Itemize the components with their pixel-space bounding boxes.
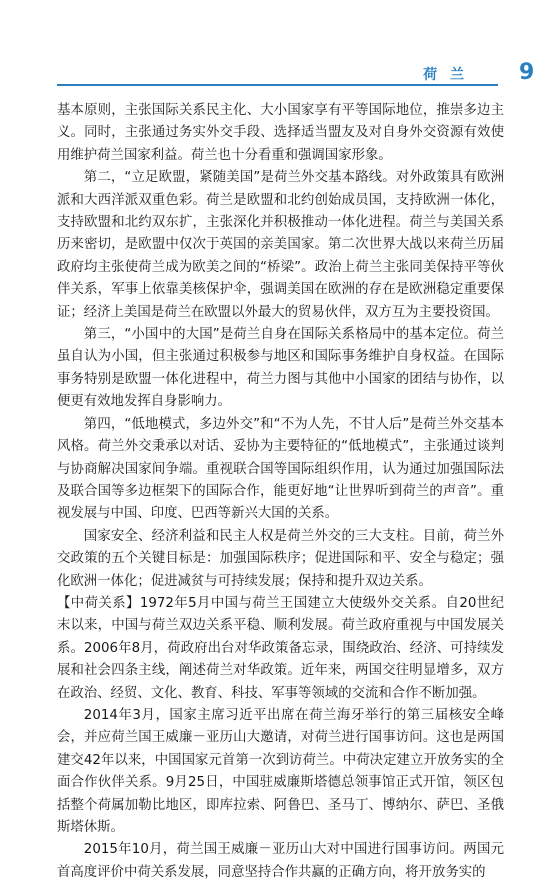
- paragraph: 第三，“小国中的大国”是荷兰自身在国际关系格局中的基本定位。荷兰虽自认为小国，但主张通过积极参与地区和国际事务维护自身权益。在国际事务特别是欧盟一体化进程中，荷兰力图与其他中小国家的团结与协作，以便更有效地发挥自身影响力。: [57, 327, 504, 410]
- paragraph: 第二，“立足欧盟，紧随美国”是荷兰外交基本路线。对外政策具有欧洲派和大西洋派双重色彩。荷兰是欧盟和北约创始成员国，支持欧洲一体化，支持欧盟和北约双东扩，主张深化并积极推动一体化进程。荷兰与美国关系历来密切，是欧盟中仅次于英国的亲美国家。第二次世界大战以来荷兰历届政府均主张使荷兰成为欧美之间的“桥梁”。政治上荷兰主张同美保持平等伙伴关系，军事上依靠美核保护伞，强调美国在欧洲的存在是欧洲稳定重要保证；经济上美国是荷兰在欧盟以外最大的贸易伙伴，双方互为主要投资国。: [57, 170, 504, 320]
- paragraph: 【中荷关系】1972年5月中国与荷兰王国建立大使级外交关系。自20世纪末以来，中国与荷兰双边关系平稳、顺利发展。荷兰政府重视与中国发展关系。2006年8月，荷政府出台对华政策备忘录，围绕政治、经济、可持续发展和社会四条主线，阐述荷兰对华政策。近年来，两国交往明显增多，双方在政治、经贸、文化、教育、科技、军事等领域的交流和合作不断加强。: [57, 595, 504, 701]
- page-number: 9: [519, 60, 535, 85]
- paragraph: 基本原则，主张国际关系民主化、大小国家享有平等国际地位，推崇多边主义。同时，主张通过务实外交手段、选择适当盟友及对自身外交资源有效使用维护荷兰国家利益。荷兰也十分看重和强调国家形象。: [57, 103, 504, 163]
- paragraph: 国家安全、经济利益和民主人权是荷兰外交的三大支柱。目前，荷兰外交政策的五个关键目标是：加强国际秩序；促进国际和平、安全与稳定；强化欧洲一体化；促进减贫与可持续发展；保持和提升双边关系。: [57, 528, 504, 589]
- paragraph: 第四，“低地模式，多边外交”和“不为人先，不甘人后”是荷兰外交基本风格。荷兰外交秉承以对话、妥协为主要特征的“低地模式”，主张通过谈判与协商解决国家间争端。重视联合国等国际组织作用，认为通过加强国际法及联合国等多边框架下的国际合作，能更好地“让世界听到荷兰的声音”。重视发展与中国、印度、巴西等新兴大国的关系。: [57, 416, 504, 522]
- header-rule: [57, 84, 498, 86]
- paragraph: 2014年3月，国家主席习近平出席在荷兰海牙举行的第三届核安全峰会，并应荷兰国王威廉－亚历山大邀请，对荷兰进行国事访问。这也是两国建交42年以来，中国国家元首第一次到访荷兰。中荷决定建立开放务实的全面合作伙伴关系。9月25日，中国驻威廉斯塔德总领事馆正式开馆，领区包括整个荷属加勒比地区，即库拉索、阿鲁巴、圣马丁、博纳尔、萨巴、圣俄斯塔休斯。: [57, 707, 504, 835]
- paragraph: 2015年10月，荷兰国王威廉－亚历山大对中国进行国事访问。两国元首高度评价中荷关系发展，同意坚持合作共赢的正确方向，将开放务实的: [57, 842, 504, 880]
- section-title: 荷 兰: [423, 67, 468, 83]
- body-text: [57, 100, 504, 884]
- running-header: [0, 60, 508, 90]
